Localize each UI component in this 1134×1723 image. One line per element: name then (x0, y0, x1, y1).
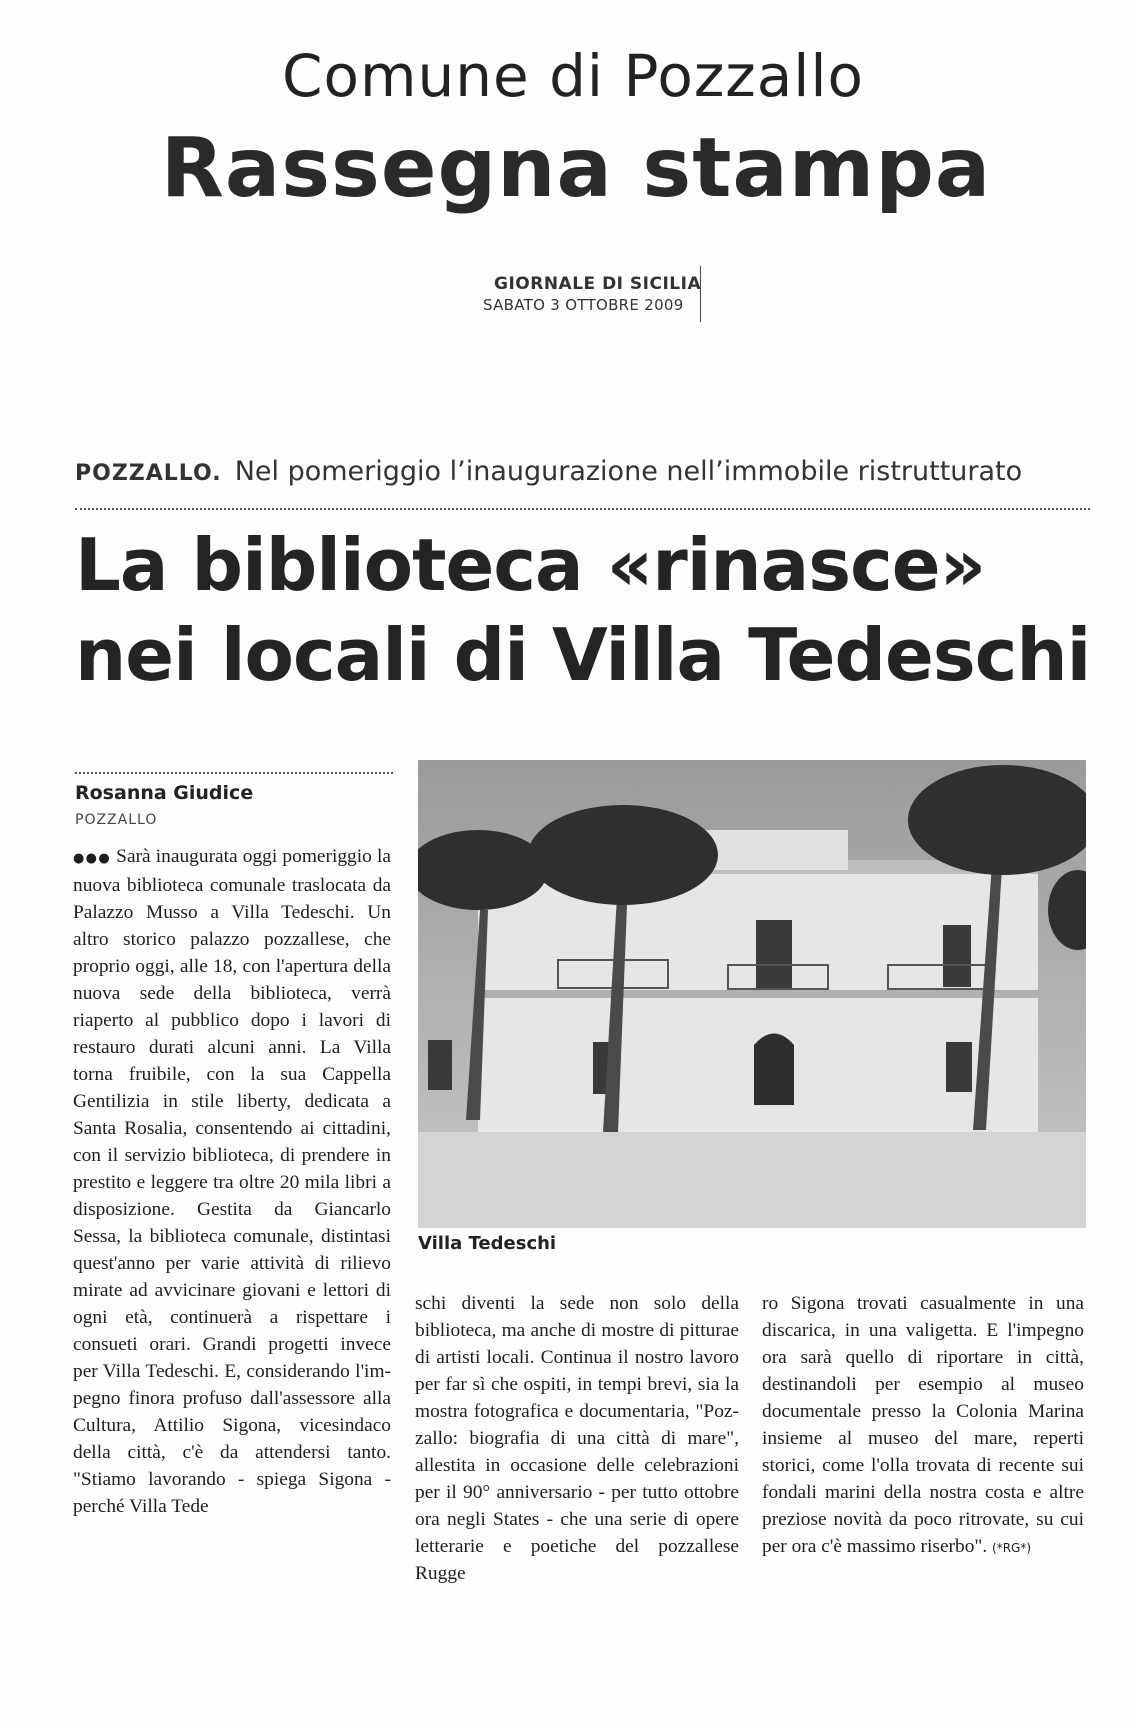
headline-line-2: nei locali di Villa Tedeschi (75, 613, 1091, 697)
column-2-text: schi diventi la sede non solo della biblioteca, ma anche di mostre di pitturae di artisti locali. Continua il nostro lavoro per far sì che ospiti, in tempi brevi, sia la mostra fotografica e documentaria, "Pozzallo: biografia di una città di mare", allestita in occasione delle celebrazioni per il 90° anniversario - per tutto ottobre ora negli States - che una serie di opere letterarie e poetiche del pozzallese Rugge (415, 1293, 739, 1584)
newspaper-masthead (480, 266, 701, 322)
kicker-subtitle: Nel pomeriggio l’inaugurazione nell’immobile ristrutturato (234, 456, 1023, 487)
article-column-3 (762, 1290, 1084, 1562)
header-rassegna-stampa: Rassegna stampa (160, 121, 992, 216)
article-column-2 (415, 1290, 739, 1587)
article-dateline: POZZALLO (75, 812, 158, 828)
column-3-text: ro Sigona trovati casualmente in una discarica, in una valigetta. E l'impegno ora sarà quello di riportare in città, destinandoli per esempio al museo documentale presso la Colonia Marina insieme al museo del mare, reperti storici, come l'olla trovata di recente sui fondali marini della nostra costa e altre preziose novità da poco ritrovate, su cui per ora c'è massimo riserbo". (762, 1293, 1084, 1557)
article-author: Rosanna Giudice (75, 782, 254, 804)
author-initials: (*RG*) (992, 1541, 1032, 1555)
header-comune: Comune di Pozzallo (281, 42, 865, 110)
article-kicker (75, 456, 1090, 510)
villa-tedeschi-photo (418, 760, 1086, 1228)
lead-bullets: ●●● (73, 851, 111, 866)
photo-caption: Villa Tedeschi (418, 1233, 557, 1254)
article-headline (75, 520, 1115, 700)
headline-line-1: La biblioteca «rinasce» (75, 523, 986, 607)
byline-divider (75, 772, 393, 774)
kicker-location: POZZALLO. (75, 461, 222, 486)
publication-date: SABATO 3 OTTOBRE 2009 (483, 296, 684, 314)
villa-photo-illustration (418, 760, 1086, 1228)
newspaper-name: GIORNALE DI SICILIA (494, 274, 702, 294)
column-1-text: Sarà inaugurata oggi pomeriggio la nuova biblioteca comunale traslocata da Palazzo Musso a Villa Tedeschi. Un altro storico palazzo pozzallese, che proprio oggi, alle 18, con l'apertura della nuova sede della biblioteca, verrà riaperto al pubblico dopo i lavori di restauro durati alcuni anni. La Villa torna fruibile, con la sua Cappella Gentilizia in stile liberty, dedicata a Santa Rosalia, consentendo ai cittadini, con il servizio biblioteca, di prendere in prestito e leggere tra oltre 20 mila libri a disposizione. Gestita da Giancarlo Sessa, la biblioteca comunale, distintasi quest'anno per varie attività di rilievo mirate ad avvicinare giovani e lettori di ogni età, continuerà a rispettare i consueti orari. Grandi progetti invece per Villa Tedeschi. E, considerando l'impegno finora profuso dall'assessore alla Cultura, Attilio Sigona, vicesindaco della città, c'è da attendersi tanto. "Stiamo lavorando - spiega Sigona - perché Villa Tede (73, 846, 391, 1517)
article-column-1 (73, 843, 391, 1520)
